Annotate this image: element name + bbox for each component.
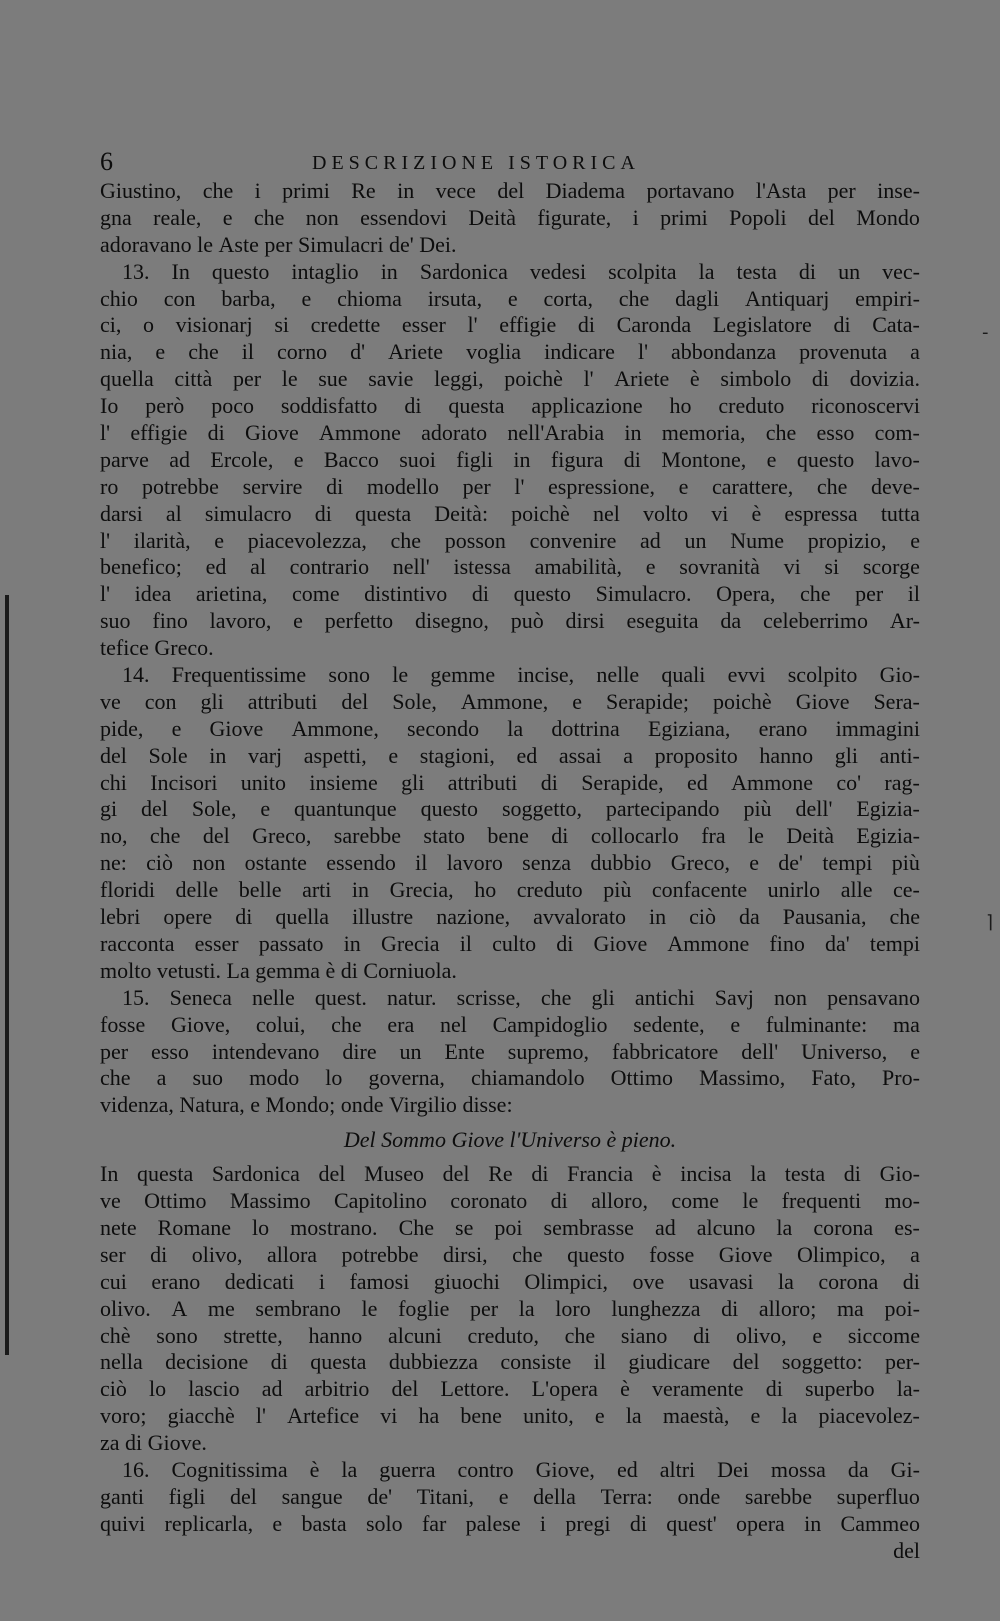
- text-line: fosse Giove, colui, che era nel Campidoglio sedente, e fulminante: ma: [100, 1011, 920, 1037]
- text-line: ro potrebbe servire di modello per l' espressione, e carattere, che deve-: [100, 473, 920, 499]
- text-line: voro; giacchè l' Artefice vi ha bene unito, e la maestà, e la piacevolez-: [100, 1403, 920, 1429]
- text-line: lebri opere di quella illustre nazione, avvalorato in ciò da Pausania, che: [100, 904, 920, 930]
- text-line: floridi delle belle arti in Grecia, ho creduto più confacente unirlo alle ce-: [100, 877, 920, 903]
- text-line: del Sole in varj aspetti, e stagioni, ed assai a proposito hanno gli anti-: [100, 742, 920, 768]
- text-line: gna reale, e che non essendovi Deità figurate, i primi Popoli del Mondo: [100, 204, 920, 230]
- text-line: quella città per le sue savie leggi, poichè l' Ariete è simbolo di dovizia.: [100, 366, 920, 392]
- text-line: za di Giove.: [100, 1430, 207, 1456]
- text-line: tefice Greco.: [100, 635, 214, 661]
- text-line: ser di olivo, allora potrebbe dirsi, che questo fosse Giove Olimpico, a: [100, 1241, 920, 1267]
- running-head: DESCRIZIONE ISTORICA: [312, 152, 640, 174]
- text-line: videnza, Natura, e Mondo; onde Virgilio disse:: [100, 1092, 513, 1118]
- text-line: olivo. A me sembrano le foglie per la loro lunghezza di alloro; ma poi-: [100, 1295, 920, 1321]
- text-line: 16. Cognitissima è la guerra contro Giove, ed altri Dei mossa da Gi-: [122, 1456, 920, 1482]
- text-line: chè sono strette, hanno alcuni creduto, che siano di olivo, e siccome: [100, 1322, 920, 1348]
- text-line: cui erano dedicati i famosi giuochi Olimpici, ove usavasi la corona di: [100, 1268, 920, 1294]
- text-line: chio con barba, e chioma irsuta, e corta, che dagli Antiquarj empiri-: [100, 285, 920, 311]
- text-line: Io però poco soddisfatto di questa applicazione ho creduto riconoscervi: [100, 393, 920, 419]
- text-line: del: [893, 1537, 920, 1563]
- text-line: nia, e che il corno d' Ariete voglia indicare l' abbondanza provenuta a: [100, 339, 920, 365]
- text-line: ganti figli del sangue de' Titani, e della Terra: onde sarebbe superfluo: [100, 1483, 920, 1509]
- text-line: pide, e Giove Ammone, secondo la dottrina Egiziana, erano immagini: [100, 715, 920, 741]
- text-line: l' effigie di Giove Ammone adorato nell'Arabia in memoria, che esso com-: [100, 420, 920, 446]
- body-text: [100, 178, 920, 1565]
- text-line: quivi replicarla, e basta solo far palese i pregi di quest' opera in Cammeo: [100, 1510, 920, 1536]
- text-line: parve ad Ercole, e Bacco suoi figli in figura di Montone, e questo lavo-: [100, 446, 920, 472]
- text-line: ve Ottimo Massimo Capitolino coronato di alloro, come le frequenti mo-: [100, 1188, 920, 1214]
- text-line: ve con gli attributi del Sole, Ammone, e Serapide; poichè Giove Sera-: [100, 688, 920, 714]
- text-line: che a suo modo lo governa, chiamandolo Ottimo Massimo, Fato, Pro-: [100, 1065, 920, 1091]
- text-line: adoravano le Aste per Simulacri de' Dei.: [100, 231, 457, 257]
- text-line: Del Sommo Giove l'Universo è pieno.: [343, 1126, 677, 1152]
- page-header: [100, 148, 920, 176]
- text-line: 13. In questo intaglio in Sardonica vedesi scolpita la testa di un vec-: [122, 258, 920, 284]
- text-line: gi del Sole, e quantunque questo soggetto, partecipando più dell' Egizia-: [100, 796, 920, 822]
- margin-mark: ⌉: [986, 912, 994, 933]
- text-line: 14. Frequentissime sono le gemme incise, nelle quali evvi scolpito Gio-: [122, 662, 920, 688]
- text-line: l' idea arietina, come distintivo di questo Simulacro. Opera, che per il: [100, 581, 920, 607]
- text-line: l' ilarità, e piacevolezza, che posson convenire ad un Nume propizio, e: [100, 527, 920, 553]
- text-line: Giustino, che i primi Re in vece del Diadema portavano l'Asta per inse-: [100, 178, 920, 203]
- text-line: ciò lo lascio ad arbitrio del Lettore. L'opera è veramente di superbo la-: [100, 1376, 920, 1402]
- text-line: ne: ciò non ostante essendo il lavoro senza dubbio Greco, e de' tempi più: [100, 850, 920, 876]
- page-number: 6: [100, 147, 113, 176]
- text-line: nete Romane lo mostrano. Che se poi sembrasse ad alcuno la corona es-: [100, 1214, 920, 1240]
- text-line: darsi al simulacro di questa Deità: poichè nel volto vi è espressa tutta: [100, 500, 920, 526]
- text-line: ci, o visionarj si credette esser l' effigie di Caronda Legislatore di Cata-: [100, 312, 920, 338]
- text-line: chi Incisori unito insieme gli attributi di Serapide, ed Ammone co' rag-: [100, 769, 920, 795]
- text-line: 15. Seneca nelle quest. natur. scrisse, che gli antichi Savj non pensavano: [122, 984, 920, 1010]
- margin-scan-edge: [5, 595, 9, 1355]
- text-line: benefico; ed al contrario nell' istessa amabilità, e sovranità vi si scorge: [100, 554, 920, 580]
- text-line: no, che del Greco, sarebbe stato bene di collocarlo fra le Deità Egizia-: [100, 823, 920, 849]
- text-line: In questa Sardonica del Museo del Re di Francia è incisa la testa di Gio-: [100, 1161, 920, 1187]
- margin-mark: -: [982, 322, 989, 343]
- text-line: racconta esser passato in Grecia il culto di Giove Ammone fino da' tempi: [100, 930, 920, 956]
- text-line: per esso intendevano dire un Ente supremo, fabbricatore dell' Universo, e: [100, 1038, 920, 1064]
- text-line: molto vetusti. La gemma è di Corniuola.: [100, 957, 457, 983]
- text-line: nella decisione di questa dubbiezza consiste il giudicare del soggetto: per-: [100, 1349, 920, 1375]
- text-line: suo fino lavoro, e perfetto disegno, può dirsi eseguita da celeberrimo Ar-: [100, 608, 920, 634]
